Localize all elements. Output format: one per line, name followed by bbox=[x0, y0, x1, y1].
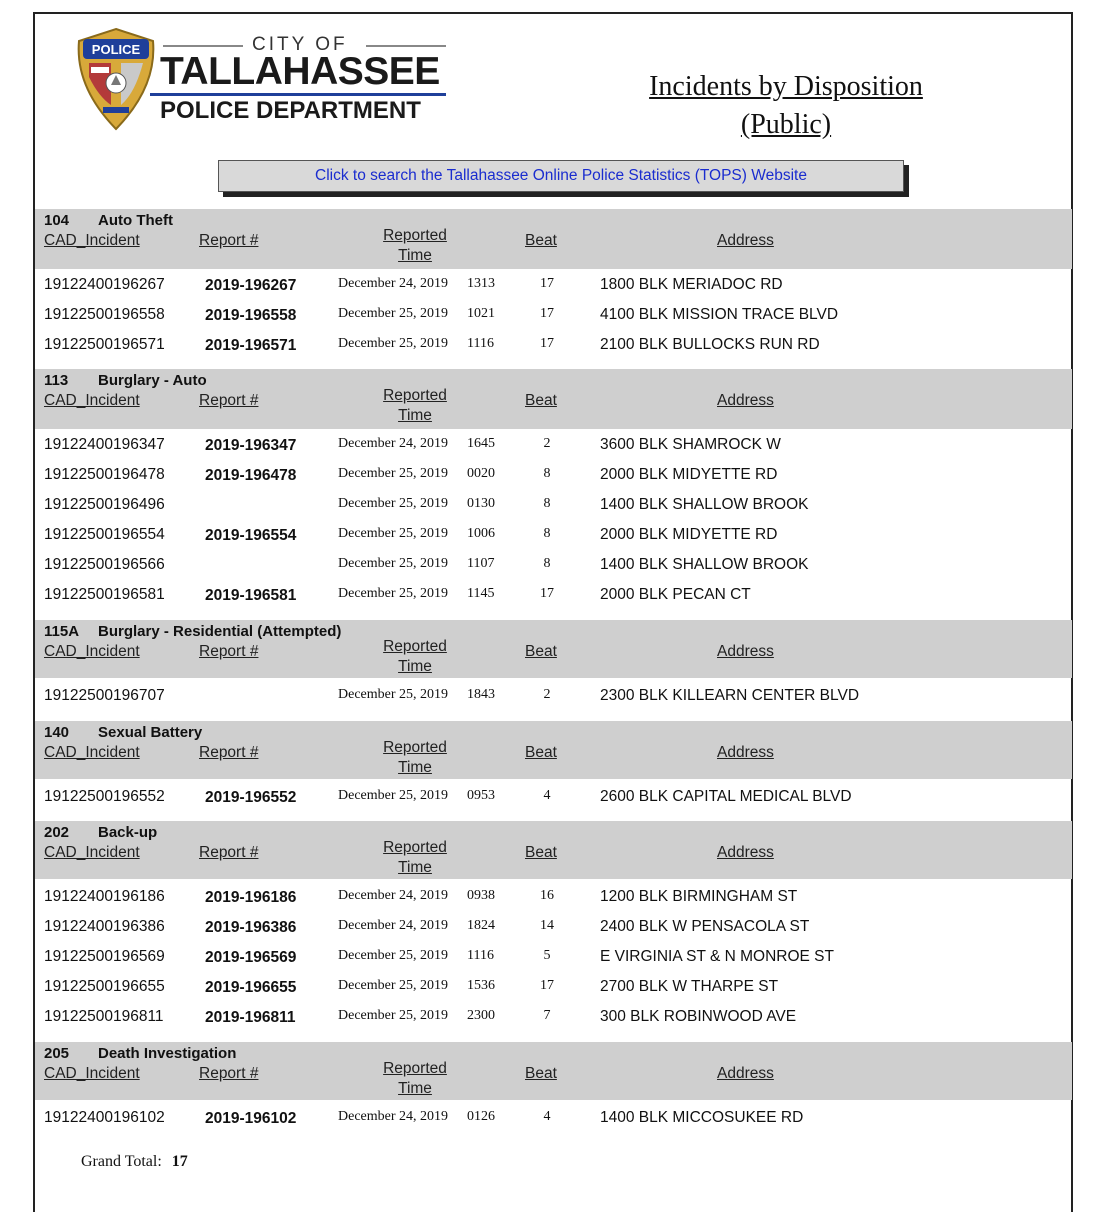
reported-time: 2300 bbox=[467, 1008, 495, 1023]
column-header-cad: CAD_Incident bbox=[44, 232, 140, 249]
reported-time: 0020 bbox=[467, 466, 495, 481]
section-header bbox=[35, 1042, 1072, 1100]
page-title bbox=[600, 68, 972, 144]
logo-rule-left bbox=[163, 45, 243, 47]
column-header-reported-line1: Reported bbox=[383, 227, 447, 244]
table-row bbox=[35, 270, 1072, 300]
reported-time: 1116 bbox=[467, 948, 494, 963]
column-header-report: Report # bbox=[199, 392, 259, 409]
column-header-reported-line2: Time bbox=[398, 859, 432, 876]
address: 2000 BLK MIDYETTE RD bbox=[600, 526, 778, 543]
column-header-reported-line1: Reported bbox=[383, 638, 447, 655]
reported-time: 1116 bbox=[467, 336, 494, 351]
column-header-reported-line1: Reported bbox=[383, 1060, 447, 1077]
cad-incident: 19122500196581 bbox=[44, 586, 165, 603]
reported-time: 0126 bbox=[467, 1109, 495, 1124]
column-header-reported-line1: Reported bbox=[383, 387, 447, 404]
section-header bbox=[35, 209, 1072, 269]
column-header-beat: Beat bbox=[525, 744, 557, 761]
address: 2100 BLK BULLOCKS RUN RD bbox=[600, 336, 820, 353]
section-header bbox=[35, 721, 1072, 779]
table-row bbox=[35, 1103, 1072, 1133]
column-header-address: Address bbox=[717, 232, 774, 249]
table-row bbox=[35, 300, 1072, 330]
report-number: 2019-196347 bbox=[205, 437, 297, 454]
table-row bbox=[35, 942, 1072, 972]
cad-incident: 19122500196707 bbox=[44, 687, 165, 704]
reported-date: December 25, 2019 bbox=[338, 496, 449, 511]
section-description: Sexual Battery bbox=[98, 724, 203, 741]
cad-incident: 19122500196569 bbox=[44, 948, 165, 965]
column-header-beat: Beat bbox=[525, 392, 557, 409]
report-number: 2019-196569 bbox=[205, 949, 297, 966]
column-header-reported-line1: Reported bbox=[383, 839, 447, 856]
column-header-address: Address bbox=[717, 392, 774, 409]
address: 4100 BLK MISSION TRACE BLVD bbox=[600, 306, 839, 323]
logo-blue-rule bbox=[150, 93, 446, 96]
column-header-reported-line1: Reported bbox=[383, 739, 447, 756]
beat: 14 bbox=[540, 918, 554, 933]
report-number: 2019-196186 bbox=[205, 889, 297, 906]
section-code: 104 bbox=[44, 212, 70, 229]
address: 1400 BLK SHALLOW BROOK bbox=[600, 556, 809, 573]
table-row bbox=[35, 330, 1072, 360]
reported-date: December 25, 2019 bbox=[338, 687, 449, 702]
column-header-report: Report # bbox=[199, 1065, 259, 1082]
beat: 8 bbox=[543, 526, 551, 541]
city-name: TALLAHASSEE bbox=[160, 50, 440, 93]
column-header-reported-time bbox=[375, 386, 455, 426]
column-header-report: Report # bbox=[199, 744, 259, 761]
column-header-cad: CAD_Incident bbox=[44, 844, 140, 861]
table-row bbox=[35, 681, 1072, 711]
logo-rule-right bbox=[366, 45, 446, 47]
table-row bbox=[35, 520, 1072, 550]
grand-total-value: 17 bbox=[171, 1153, 188, 1170]
reported-date: December 24, 2019 bbox=[338, 888, 449, 903]
section-code: 202 bbox=[44, 824, 70, 841]
beat: 17 bbox=[540, 306, 554, 321]
grand-total-label: Grand Total: bbox=[81, 1153, 162, 1170]
table-row bbox=[35, 490, 1072, 520]
cad-incident: 19122400196347 bbox=[44, 436, 165, 453]
section-header bbox=[35, 821, 1072, 879]
reported-date: December 25, 2019 bbox=[338, 466, 449, 481]
reported-date: December 25, 2019 bbox=[338, 586, 449, 601]
address: E VIRGINIA ST & N MONROE ST bbox=[600, 948, 834, 965]
section-header bbox=[35, 369, 1072, 429]
column-header-reported-line2: Time bbox=[398, 247, 432, 264]
reported-date: December 25, 2019 bbox=[338, 526, 449, 541]
reported-time: 0938 bbox=[467, 888, 495, 903]
beat: 8 bbox=[543, 496, 551, 511]
report-number: 2019-196558 bbox=[205, 307, 297, 324]
reported-date: December 25, 2019 bbox=[338, 306, 449, 321]
table-row bbox=[35, 550, 1072, 580]
column-header-cad: CAD_Incident bbox=[44, 643, 140, 660]
section-code: 140 bbox=[44, 724, 70, 741]
reported-date: December 25, 2019 bbox=[338, 978, 449, 993]
table-row bbox=[35, 782, 1072, 812]
reported-date: December 25, 2019 bbox=[338, 948, 449, 963]
cad-incident: 19122500196566 bbox=[44, 556, 165, 573]
beat: 16 bbox=[540, 888, 554, 903]
address: 1200 BLK BIRMINGHAM ST bbox=[600, 888, 798, 905]
column-header-report: Report # bbox=[199, 232, 259, 249]
police-badge-icon bbox=[73, 27, 159, 131]
column-header-reported-line2: Time bbox=[398, 759, 432, 776]
report-number: 2019-196554 bbox=[205, 527, 297, 544]
cad-incident: 19122500196552 bbox=[44, 788, 165, 805]
column-header-address: Address bbox=[717, 744, 774, 761]
section-code: 115A bbox=[44, 623, 80, 640]
cad-incident: 19122400196102 bbox=[44, 1109, 165, 1126]
table-row bbox=[35, 460, 1072, 490]
column-header-address: Address bbox=[717, 643, 774, 660]
beat: 5 bbox=[543, 948, 551, 963]
cad-incident: 19122500196496 bbox=[44, 496, 165, 513]
beat: 8 bbox=[543, 556, 551, 571]
cad-incident: 19122500196655 bbox=[44, 978, 165, 995]
reported-date: December 25, 2019 bbox=[338, 788, 449, 803]
section-description: Burglary - Auto bbox=[98, 372, 207, 389]
cad-incident: 19122500196554 bbox=[44, 526, 165, 543]
page-frame bbox=[33, 12, 1073, 1212]
report-number: 2019-196811 bbox=[205, 1009, 296, 1026]
table-row bbox=[35, 430, 1072, 460]
section-description: Burglary - Residential (Attempted) bbox=[98, 623, 342, 640]
reported-time: 1843 bbox=[467, 687, 495, 702]
reported-date: December 24, 2019 bbox=[338, 276, 449, 291]
column-header-address: Address bbox=[717, 844, 774, 861]
report-number: 2019-196386 bbox=[205, 919, 297, 936]
reported-time: 1021 bbox=[467, 306, 495, 321]
address: 1800 BLK MERIADOC RD bbox=[600, 276, 783, 293]
beat: 4 bbox=[543, 788, 551, 803]
column-header-reported-time bbox=[375, 738, 455, 778]
column-header-reported-time bbox=[375, 226, 455, 266]
reported-date: December 25, 2019 bbox=[338, 1008, 449, 1023]
column-header-beat: Beat bbox=[525, 232, 557, 249]
cad-incident: 19122400196386 bbox=[44, 918, 165, 935]
table-row bbox=[35, 1002, 1072, 1032]
page-title-line1: Incidents by Disposition bbox=[649, 71, 923, 102]
city-of-label: CITY OF bbox=[252, 34, 348, 55]
report-number: 2019-196102 bbox=[205, 1110, 297, 1127]
address: 2300 BLK KILLEARN CENTER BLVD bbox=[600, 687, 860, 704]
department-name: POLICE DEPARTMENT bbox=[160, 97, 421, 124]
beat: 17 bbox=[540, 276, 554, 291]
column-header-reported-line2: Time bbox=[398, 1080, 432, 1097]
column-header-cad: CAD_Incident bbox=[44, 392, 140, 409]
reported-time: 0130 bbox=[467, 496, 495, 511]
beat: 17 bbox=[540, 978, 554, 993]
reported-date: December 24, 2019 bbox=[338, 436, 449, 451]
cad-incident: 19122400196186 bbox=[44, 888, 165, 905]
reported-time: 1645 bbox=[467, 436, 495, 451]
column-header-reported-line2: Time bbox=[398, 407, 432, 424]
badge-text: POLICE bbox=[91, 42, 141, 57]
address: 3600 BLK SHAMROCK W bbox=[600, 436, 781, 453]
column-header-reported-line2: Time bbox=[398, 658, 432, 675]
reported-date: December 24, 2019 bbox=[338, 1109, 449, 1124]
reported-time: 1145 bbox=[467, 586, 495, 601]
table-row bbox=[35, 912, 1072, 942]
address: 300 BLK ROBINWOOD AVE bbox=[600, 1008, 797, 1025]
beat: 2 bbox=[543, 687, 551, 702]
column-header-address: Address bbox=[717, 1065, 774, 1082]
beat: 7 bbox=[543, 1008, 551, 1023]
beat: 2 bbox=[543, 436, 551, 451]
report-number: 2019-196655 bbox=[205, 979, 297, 996]
grand-total bbox=[81, 1153, 188, 1171]
address: 2700 BLK W THARPE ST bbox=[600, 978, 779, 995]
address: 1400 BLK MICCOSUKEE RD bbox=[600, 1109, 804, 1126]
beat: 17 bbox=[540, 336, 554, 351]
column-header-beat: Beat bbox=[525, 643, 557, 660]
reported-time: 1824 bbox=[467, 918, 495, 933]
report-number: 2019-196267 bbox=[205, 277, 297, 294]
reported-time: 1006 bbox=[467, 526, 495, 541]
address: 2400 BLK W PENSACOLA ST bbox=[600, 918, 810, 935]
beat: 8 bbox=[543, 466, 551, 481]
beat: 4 bbox=[543, 1109, 551, 1124]
reported-date: December 25, 2019 bbox=[338, 336, 449, 351]
reported-time: 1313 bbox=[467, 276, 495, 291]
beat: 17 bbox=[540, 586, 554, 601]
reported-time: 1107 bbox=[467, 556, 495, 571]
column-header-report: Report # bbox=[199, 643, 259, 660]
cad-incident: 19122500196571 bbox=[44, 336, 165, 353]
report-number: 2019-196552 bbox=[205, 789, 297, 806]
report-number: 2019-196571 bbox=[205, 337, 297, 354]
table-row bbox=[35, 972, 1072, 1002]
report-number: 2019-196478 bbox=[205, 467, 297, 484]
section-description: Auto Theft bbox=[98, 212, 173, 229]
column-header-reported-time bbox=[375, 1059, 455, 1099]
column-header-cad: CAD_Incident bbox=[44, 1065, 140, 1082]
cad-incident: 19122500196558 bbox=[44, 306, 165, 323]
tops-website-button[interactable]: Click to search the Tallahassee Online Police Statistics (TOPS) Website bbox=[218, 160, 904, 192]
section-code: 113 bbox=[44, 372, 69, 389]
page-title-line2: (Public) bbox=[740, 109, 832, 140]
cad-incident: 19122400196267 bbox=[44, 276, 165, 293]
cad-incident: 19122500196811 bbox=[44, 1008, 164, 1025]
column-header-cad: CAD_Incident bbox=[44, 744, 140, 761]
column-header-reported-time bbox=[375, 637, 455, 677]
cad-incident: 19122500196478 bbox=[44, 466, 165, 483]
address: 2000 BLK PECAN CT bbox=[600, 586, 751, 603]
column-header-report: Report # bbox=[199, 844, 259, 861]
table-row bbox=[35, 580, 1072, 610]
reported-date: December 24, 2019 bbox=[338, 918, 449, 933]
section-code: 205 bbox=[44, 1045, 70, 1062]
table-row bbox=[35, 882, 1072, 912]
reported-date: December 25, 2019 bbox=[338, 556, 449, 571]
address: 1400 BLK SHALLOW BROOK bbox=[600, 496, 809, 513]
address: 2000 BLK MIDYETTE RD bbox=[600, 466, 778, 483]
section-description: Death Investigation bbox=[98, 1045, 237, 1062]
column-header-beat: Beat bbox=[525, 844, 557, 861]
section-header bbox=[35, 620, 1072, 678]
reported-time: 0953 bbox=[467, 788, 495, 803]
column-header-reported-time bbox=[375, 838, 455, 878]
section-description: Back-up bbox=[98, 824, 158, 841]
report-number: 2019-196581 bbox=[205, 587, 297, 604]
column-header-beat: Beat bbox=[525, 1065, 557, 1082]
address: 2600 BLK CAPITAL MEDICAL BLVD bbox=[600, 788, 852, 805]
reported-time: 1536 bbox=[467, 978, 495, 993]
